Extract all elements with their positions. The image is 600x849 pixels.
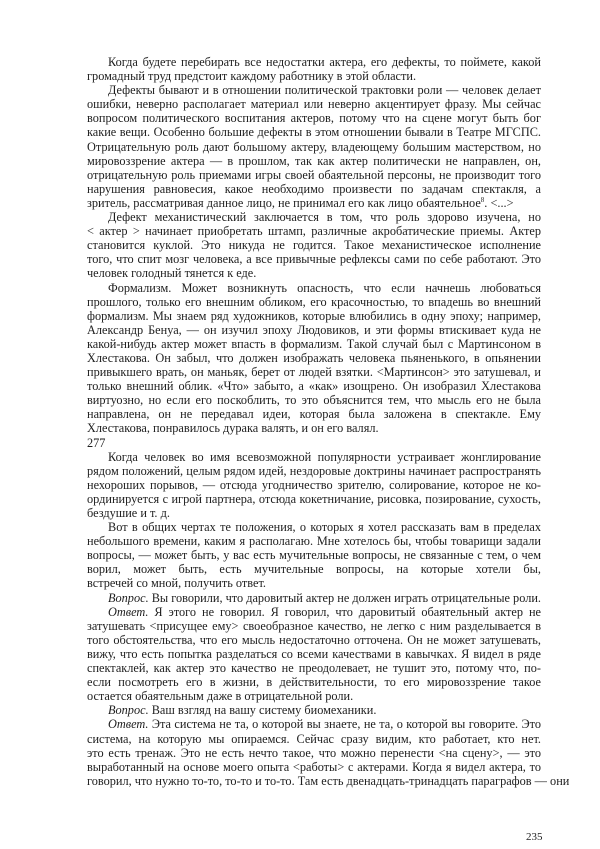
speaker-label: Вопрос. [108, 703, 149, 718]
text-line [87, 605, 541, 619]
text-line: это есть тренаж. Это не есть нечто такое, что можно перенести <на сцену>, — это [87, 745, 541, 760]
text-line: спектаклей, как актер это качество не преодолевает, не тушит это, потому что, по- [87, 661, 541, 676]
text-line: Дефекты бывают и в отношении политической трактовки роли — человек делает [108, 83, 541, 98]
speaker-label: Ответ. [108, 604, 149, 619]
text-line: рядом положений, целым рядом идей, нездоровые доктрины начинает распространять [87, 463, 541, 478]
speaker-label: Вопрос. [108, 590, 149, 605]
text-line [87, 196, 541, 210]
text-line: Отрицательную роль дают большому актеру, владеющему большим мастерством, но [87, 139, 541, 154]
line-text: Ваш взгляд на вашу систему биомеханики. [148, 703, 377, 718]
text-line: какие вещи. Особенно большие дефекты в этом отношении бывали в Театре МГСПС. [87, 125, 541, 140]
text-line: направлена, он не передавал идеи, которая была заложена в спектакле. Ему [87, 407, 541, 422]
text-line: небольшого времени, каким я располагаю. Мне хотелось бы, чтобы товарищи задали [87, 534, 541, 549]
text-line: бездушие и т. д. [87, 506, 170, 520]
paragraph [87, 450, 541, 520]
line-text: Вы говорили, что даровитый актер не должен играть отрицательные роли. [148, 590, 541, 605]
text-line: Дефект механистический заключается в том, что роль здорово изучена, но [108, 210, 541, 225]
text-line: Хлестакова. Он забыл, что должен изображать человека пьяненького, в опьянении [87, 350, 541, 365]
text-line: привыкшего врать, он маньяк, берет от людей взятки. <Мартинсон> это затушевал, и [87, 365, 541, 380]
text-line: Формализм. Может возникнуть опасность, что если начнешь любоваться [108, 280, 541, 295]
text-line: виртуозно, но если его поскоблить, то это объяснится тем, что мысль его не была [87, 393, 541, 408]
text-line: ворил, может быть, есть мучительные вопросы, на которые хотели бы, [87, 562, 541, 577]
text-line: того, что спит мозг человека, а все привычные рефлексы сами по себе работают. Это [87, 252, 541, 267]
text-line: < актер > начинает приобретать штамп, различные акробатические приемы. Актер [87, 224, 541, 239]
text-line: становится куклой. Это никуда не годится. Такое механистическое исполнение [87, 238, 541, 253]
paragraph [87, 281, 541, 436]
text-line [87, 591, 541, 605]
text-line: человек голодный тянется к еде. [87, 266, 257, 281]
speaker-label: Ответ. [108, 717, 149, 732]
text-line: громадный труд предстоит каждому работнику в этой области. [87, 69, 417, 84]
paragraph [87, 520, 541, 590]
text-line: какой-нибудь актер может впасть в формализм. Такой случай был с Мартинсоном в [87, 336, 541, 351]
paragraph [87, 210, 541, 280]
text-line: выработанный на основе моего опыта <работы> с актерами. Когда я видел актера, то [87, 759, 541, 774]
text-line: 277 [87, 435, 106, 450]
document-body [87, 55, 570, 788]
text-line: прошлого, только его внешним обликом, его красочностью, то впадешь во внешний [87, 294, 541, 309]
text-line: Александр Бенуа, — он изучил эпоху Людовиков, и эти формы втискивает куда не [87, 322, 541, 337]
text-line: ошибки, неверно располагает материал или неверно акцентирует фразу. Мы сейчас [87, 97, 541, 112]
text-line: вижу, что есть попытка разделаться со всеми качествами в кавычках. Я видел в ряде [87, 646, 541, 661]
paragraph [87, 605, 541, 704]
line-text: Эта система не та, о которой вы знаете, не та, о которой вы говорите. Это [151, 717, 541, 732]
paragraph [87, 83, 541, 210]
paragraph [87, 703, 541, 717]
text-line: нарушения равновесия, какое необходимо произвести по задачам спектакля, а [87, 181, 541, 196]
text-line: затушевать <присущее ему> своеобразное качество, не легко с ним разделывается в [87, 618, 541, 633]
line-tail: . <...> [484, 195, 514, 210]
text-line: Когда будете перебирать все недостатки актера, его дефекты, то поймете, какой [108, 55, 541, 69]
text-line [87, 703, 541, 717]
text-line: того обстоятельства, что его мысль недостаточно отточена. Он не может затушевать, [87, 632, 541, 647]
text-line: вопросы, — может быть, у вас есть мучительные вопросы, не связанные с тем, о чем [87, 548, 541, 563]
paragraph [87, 591, 541, 605]
paragraph [87, 55, 541, 83]
text-line: вопросом политического воспитания актеров, потому что на сцене могут быть бог [87, 111, 541, 126]
line-text: зритель, рассматривая данное лицо, не принимал его как лицо обаятельное [87, 195, 481, 210]
text-line: мировоззрение актера — в прошлом, так как актер политически не направлен, он, [87, 153, 541, 168]
paragraph [87, 717, 570, 788]
footnote-ref[interactable]: 8 [480, 195, 485, 204]
text-line: Вот в общих чертах те положения, о которых я хотел рассказать вам в пределах [108, 520, 541, 535]
text-line: говорил, что нужно то-то, то-то и то-то. Там есть двенадцать-тринадцать параграфов — они [87, 773, 570, 788]
text-line: только внешний облик. «Что» забыто, а «как» изощрено. Он изобразил Хлестакова [87, 379, 541, 394]
text-line: Когда человек во имя всевозможной популярности устраивает жонглирование [108, 449, 541, 464]
text-line: остается обаятельным даже в отрицательной роли. [87, 689, 354, 704]
text-line: нехороших порывов, — отсюда угодничество зрителю, солирование, которое не ко- [87, 477, 541, 492]
line-text: Я этого не говорил. Я говорил, что даровитый обаятельный актер не [154, 604, 541, 619]
text-line [87, 717, 541, 731]
text-line: встречей со мной, получить ответ. [87, 576, 266, 591]
page-number: 235 [526, 831, 543, 843]
text-line: ординируется с игрой партнера, отсюда кокетничание, рисовка, позирование, сухость, [87, 491, 541, 506]
text-line: формализм. Мы знаем ряд художников, которые влюбились в одну эпоху; например, [87, 308, 541, 323]
text-line: отрицательную роль приемами игры своей обаятельной персоны, не производит того [87, 167, 541, 182]
paragraph [87, 436, 541, 450]
text-line: система, на которую мы опираемся. Сейчас сразу видим, кто работает, кто нет. [87, 731, 541, 746]
text-line: если посмотреть его в жизни, в действительности, то его мировоззрение такое [87, 675, 541, 690]
text-line: Хлестакова, понравилось дурака валять, и он его валял. [87, 421, 379, 436]
